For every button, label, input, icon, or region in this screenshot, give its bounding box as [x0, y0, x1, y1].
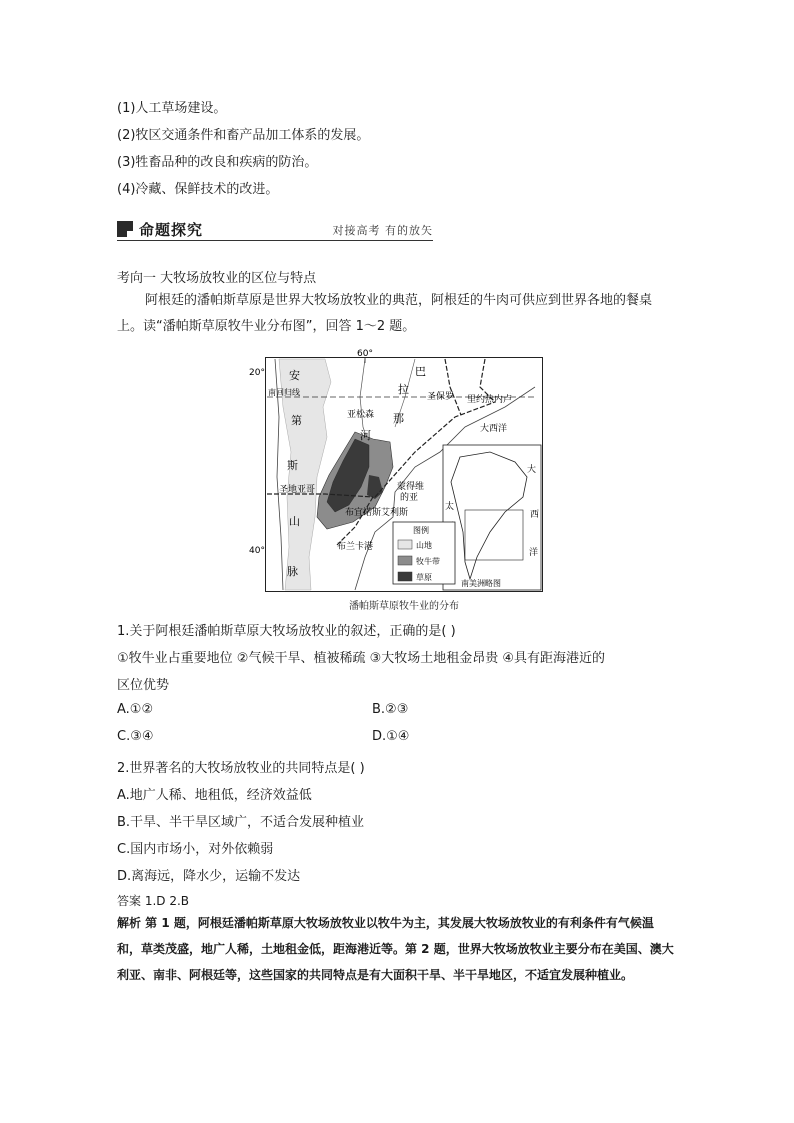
label-sao-paulo: 圣保罗 [427, 392, 455, 402]
label-buenos-aires: 布宜诺斯艾利斯 [345, 508, 409, 518]
label-montevideo-2: 的亚 [400, 493, 419, 503]
label-he: 河 [360, 429, 371, 442]
legend-swatch-grassland [398, 572, 412, 581]
q2-option-b: B.干旱、半干旱区域广，不适合发展种植业 [117, 815, 365, 830]
label-rio: 里约热内卢 [467, 395, 513, 405]
q1-option-c: C.③④ [117, 729, 154, 744]
inset-label-xi: 西 [530, 510, 540, 520]
q1-option-d: D.①④ [372, 729, 410, 744]
intro-item-1: (1)人工草场建设。 [117, 101, 227, 116]
legend-item-grassland: 草原 [416, 573, 432, 582]
section-square-icon [117, 221, 133, 237]
q2-option-a: A.地广人稀、地租低，经济效益低 [117, 788, 312, 803]
lat-20-label: 20° [249, 368, 265, 378]
q1-stem: 1.关于阿根廷潘帕斯草原大牧场放牧业的叙述，正确的是( ) [117, 624, 456, 639]
q2-option-d: D.离海远，降水少，运输不发达 [117, 869, 301, 884]
intro-item-4: (4)冷藏、保鲜技术的改进。 [117, 182, 279, 197]
inset-label-yang: 洋 [529, 548, 539, 558]
label-bahia-blanca: 布兰卡港 [337, 542, 374, 552]
intro-item-3: (3)牲畜品种的改良和疾病的防治。 [117, 155, 318, 170]
passage: 阿根廷的潘帕斯草原是世界大牧场放牧业的典范，阿根廷的牛肉可供应到世界各地的餐桌上。读“潘帕斯草原牧牛业分布图”，回答 1～2 题。 [117, 293, 653, 334]
legend-swatch-mountain [398, 540, 412, 549]
lat-40-label: 40° [249, 546, 265, 556]
legend-swatch-cattle [398, 556, 412, 565]
legend-item-cattle: 牧牛带 [416, 557, 440, 566]
label-an: 安 [289, 369, 300, 382]
q2-option-c: C.国内市场小，对外依赖弱 [117, 842, 274, 857]
analysis-paragraph: 解析 第 1 题，阿根廷潘帕斯草原大牧场放牧业以牧牛为主，其发展大牧场放牧业的有利条件有气候温和，草类茂盛，地广人稀，土地租金低，距海港近等。第 2 题，世界大牧场放牧业主要分布在美国、澳大利亚、南非、阿根廷等，这些国家的共同特点是有大面积干旱、半干旱地区，不适宜发展种植业。 [117, 916, 674, 982]
label-ba: 巴 [415, 365, 426, 378]
label-mai: 脉 [287, 565, 298, 578]
q1-statements-cont: 区位优势 [117, 678, 170, 693]
label-na: 那 [393, 412, 404, 425]
q1-statements: ①牧牛业占重要地位 ②气候干旱、植被稀疏 ③大牧场土地租金昂贵 ④具有距海港近的 [117, 651, 606, 666]
label-la: 拉 [398, 383, 409, 396]
tropic-label: 南回归线 [268, 388, 300, 397]
label-shan: 山 [289, 515, 300, 528]
legend-title: 图例 [413, 526, 429, 535]
q1-option-a: A.①② [117, 702, 154, 717]
label-santiago: 圣地亚哥 [279, 485, 316, 495]
inset-caption: 南美洲略图 [461, 579, 501, 588]
answer-line: 答案 1.D 2.B [117, 894, 190, 908]
inset-label-da: 大 [527, 465, 537, 475]
section-title: 命题探究 [139, 221, 204, 239]
topic-heading: 考向一 大牧场放牧业的区位与特点 [117, 271, 317, 286]
section-header [117, 218, 433, 241]
q2-stem: 2.世界著名的大牧场放牧业的共同特点是( ) [117, 761, 365, 776]
pampas-map [249, 349, 543, 592]
label-atlantic: 大西洋 [480, 424, 508, 434]
section-subtitle: 对接高考 有的放矢 [332, 224, 433, 237]
intro-item-2: (2)牧区交通条件和畜产品加工体系的发展。 [117, 128, 370, 143]
legend-item-mountain: 山地 [416, 541, 432, 550]
label-di: 第 [291, 414, 302, 427]
lon-60-label: 60° [357, 349, 373, 359]
inset-label-tai: 太 [445, 502, 455, 512]
q1-option-b: B.②③ [372, 702, 409, 717]
map-caption: 潘帕斯草原牧牛业的分布 [349, 601, 459, 612]
label-montevideo-1: 蒙得维 [397, 482, 425, 492]
label-si: 斯 [287, 459, 298, 472]
label-asuncion: 亚松森 [347, 410, 375, 420]
